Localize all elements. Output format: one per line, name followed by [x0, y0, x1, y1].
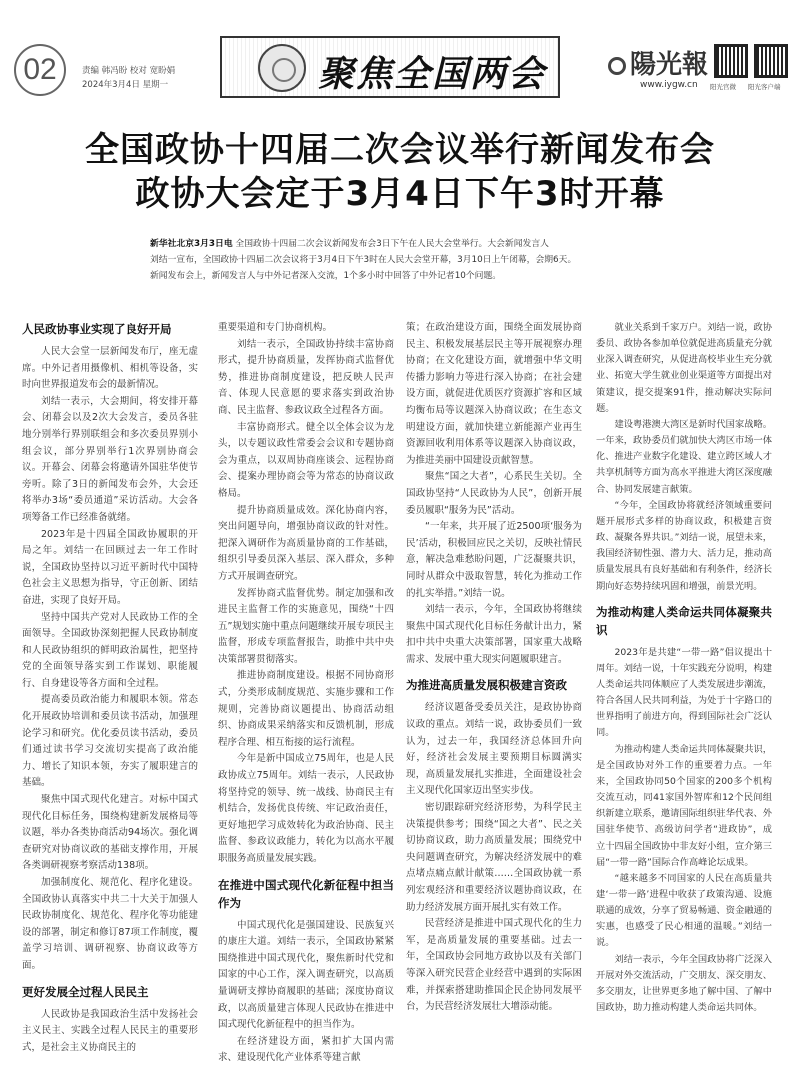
paragraph: 刘结一表示，大会期间，将安排开幕会、闭幕会以及2次大会发言，委员各驻地分别举行界别联组会和多次委员界别小组会议，部分界别举行1次界别协商会议。开幕会、闭幕会将邀请外国驻华使节旁听。除了3日的新闻发布会外，大会还将举办3场“委员通道”采访活动。大会各项筹备工作已经准备就绪。	[22, 395, 198, 523]
paragraph: 刘结一表示，全国政协持续丰富协商形式，提升协商质量，发挥协商式监督优势，推进协商制度建设，把反映人民声音、体现人民意愿的要求落实到政治协商、民主监督、参政议政全过程各方面。	[218, 338, 394, 416]
headline-line-2: 政协大会定于3月4日下午3时开幕	[135, 174, 665, 214]
paragraph: 2023年是共建“一带一路”倡议提出十周年。刘结一说，十年实践充分说明，构建人类命运共同体顺应了人类发展进步潮流，符合各国人民共同利益，为处于十字路口的世界指明了前进方向，得到国际社会广泛认同。	[596, 646, 772, 739]
paragraph: “一年来，共开展了近2500项‘服务为民’活动，积极回应民之关切，反映社情民意，解决急难愁盼问题，广泛凝聚共识，同时从群众中汲取智慧，转化为推动工作的扎实举措。”刘结一说。	[406, 521, 582, 599]
dateline: 新华社北京3月3日电	[150, 239, 233, 249]
paragraph: 提升协商质量成效。深化协商内容，突出问题导向，增强协商议政的针对性。把深入调研作为高质量协商的工作基础，组织引导委员深入基层、深入群众，多种方式开展调查研究。	[218, 504, 394, 582]
editor-line: 责编 韩冯盼 校对 宽盼娟	[82, 66, 176, 76]
paragraph: 聚焦中国式现代化建言。对标中国式现代化目标任务，围绕构建新发展格局等议题，举办各类协商活动94场次。强化调查研究对协商议政的基础支撑作用，开展各类调研视察考察活动138项。	[22, 794, 198, 872]
column-1	[22, 320, 198, 1056]
section-heading: 为推动构建人类命运共同体凝聚共识	[596, 604, 772, 637]
national-emblem-icon	[258, 44, 306, 92]
section-heading: 为推进高质量发展积极建言资政	[406, 678, 567, 693]
page-header	[0, 0, 800, 105]
website-url[interactable]: www.iygw.cn	[640, 80, 698, 90]
qr-label: 阳光客户端	[748, 83, 781, 91]
paragraph: 刘结一表示，今年全国政协将广泛深入开展对外交流活动，广交朋友、深交朋友、多交朋友，让世界更多地了解中国、了解中国政协，助力推动构建人类命运共同体。	[596, 953, 772, 1014]
paragraph: 提高委员政治能力和履职本领。常态化开展政协培训和委员读书活动，加强理论学习和研究。优化委员读书活动，委员们通过读书学习交流切实提高了政治能力、增长了知识本领，夯实了履职建言的基础。	[22, 694, 198, 789]
date-line: 2024年3月4日 星期一	[82, 80, 169, 90]
article-body	[22, 320, 788, 1080]
paragraph: “今年，全国政协将就经济领域重要问题开展形式多样的协商议政，积极建言资政、凝聚各界共识。”刘结一说，展望未来，我国经济韧性强、潜力大、活力足，推动高质量发展具有良好基础和有利条件，经济长期向好态势持续巩固和增强，前景光明。	[596, 499, 772, 592]
paragraph: 发挥协商式监督优势。制定加强和改进民主监督工作的实施意见，围绕“十四五”规划实施中重点问题继续开展专项民主监督，形成专项监督报告，助推中共中央决策部署贯彻落实。	[218, 587, 394, 665]
paragraph: 人民大会堂一层新闻发布厅，座无虚席。中外记者用摄像机、相机等设备，实时向世界报道发布会的最新情况。	[22, 346, 198, 391]
paragraph: 中国式现代化是强国建设、民族复兴的康庄大道。刘结一表示，全国政协紧紧围绕推进中国式现代化，聚焦新时代党和国家的中心工作，深入调查研究，以高质量调研支撑协商履职的基础；深度协商议政，以高质量建言体现人民政协在推进中国式现代化新征程中的担当作为。	[218, 919, 394, 1031]
paragraph: 人民政协是我国政治生活中发扬社会主义民主、实践全过程人民民主的重要形式，是社会主义协商民主的	[22, 1008, 198, 1053]
qr-label: 阳光官微	[710, 83, 736, 91]
paragraph: 重要渠道和专门协商机构。	[218, 322, 333, 333]
paragraph: 聚焦“国之大者”，心系民生关切。全国政协坚持“人民政协为人民”，创新开展委员履职“服务为民”活动。	[406, 471, 582, 516]
paragraph: 刘结一表示，今年，全国政协将继续聚焦中国式现代化目标任务献计出力，紧扣中共中央重大决策部署，国家重大战略需求、发展中重大现实问题履职建言。	[406, 604, 582, 665]
page-number: 02	[14, 44, 66, 96]
sun-logo-icon	[608, 57, 626, 75]
newspaper-brand	[608, 44, 708, 81]
paragraph: 今年是新中国成立75周年，也是人民政协成立75周年。刘结一表示，人民政协将坚持党的领导、统一战线、协商民主有机结合，发扬优良传统、牢记政治责任，更好地把学习成效转化为政治协商、民主监督、参政议政能力，转化为以高水平履职服务高质量发展实践。	[218, 753, 394, 864]
column-3	[406, 320, 582, 1016]
qr-code-icon[interactable]	[714, 44, 748, 78]
headline	[0, 128, 800, 216]
lead-text-2: 刘结一宣布，全国政协十四届二次会议将于3月4日下午3时在人民大会堂开幕，3月10日上午闭幕，会期6天。	[150, 255, 577, 265]
edition-meta	[82, 64, 175, 92]
paragraph: 推进协商制度建设。根据不同协商形式，分类形成制度规范、实施步骤和工作规则，完善协商议题提出、协商活动组织、协商成果采纳落实和反馈机制，形成程序合理、相互衔接的运行流程。	[218, 670, 394, 748]
column-2	[218, 320, 394, 1067]
section-title: 聚焦全国两会	[318, 53, 547, 95]
paragraph: 丰富协商形式。健全以全体会议为龙头，以专题议政性常委会会议和专题协商会为重点，以双周协商座谈会、远程协商会、提案办理协商会等为常态的协商议政格局。	[218, 421, 394, 499]
paragraph: 经济议题备受委员关注，是政协协商议政的重点。刘结一说，政协委员们一致认为，过去一年，我国经济总体回升向好，经济社会发展主要预期目标圆满实现，高质量发展扎实推进，全面建设社会主义现代化国家迈出坚实步伐。	[406, 702, 582, 797]
paragraph: 密切跟踪研究经济形势，为科学民主决策提供参考；围绕“国之大者”、民之关切协商议政，助力高质量发展；围绕党中央问题调查研究，为解决经济发展中的难点堵点痛点献计献策……全国政协就一系列宏观经济和重要经济议题协商议政，在助力经济发展方面开展扎实有效工作。	[406, 802, 582, 913]
paragraph: 建设粤港澳大湾区是新时代国家战略。一年来，政协委员们就加快大湾区市场一体化、推进产业数字化建设、建立跨区域人才共享机制等方面为高水平推进大湾区深度融合、协同发展建言献策。	[596, 418, 772, 495]
section-banner	[220, 36, 560, 98]
lead-text-3: 新闻发布会上，新闻发言人与中外记者深入交流，1个多小时中回答了中外记者10个问题。	[150, 271, 502, 281]
paragraph: 在经济建设方面，紧扣扩大国内需求、建设现代化产业体系等建言献	[218, 1035, 394, 1064]
lead-paragraph	[150, 236, 670, 284]
column-4	[596, 320, 772, 1016]
section-heading: 更好发展全过程人民民主	[22, 984, 149, 999]
headline-line-1: 全国政协十四届二次会议举行新闻发布会	[85, 130, 715, 170]
paragraph: 为推动构建人类命运共同体凝聚共识，是全国政协对外工作的重要着力点。一年来，全国政协同50个国家的200多个机构交流互动，同41家国外智库和12个民间组织新建立联系，邀请国际组织驻华代表、外国驻华使节、高级访问学者“进政协”，成立十四届全国政协中非友好小组，宣介第三届“一带一路”国际合作高峰论坛成果。	[596, 743, 772, 868]
lead-text-1: 全国政协十四届二次会议新闻发布会3日下午在人民大会堂举行。大会新闻发言人	[235, 239, 549, 249]
paragraph: 2023年是十四届全国政协履职的开局之年。刘结一在回顾过去一年工作时说，全国政协坚持以习近平新时代中国特色社会主义思想为指导，守正创新、团结奋进，实现了良好开局。	[22, 528, 198, 606]
section-heading: 在推进中国式现代化新征程中担当作为	[218, 877, 394, 910]
brand-name: 陽光報	[630, 50, 709, 80]
paragraph: 就业关系到千家万户。刘结一说，政协委员、政协各参加单位就促进高质量充分就业深入调查研究，从促进高校毕业生充分就业、拓宽大学生就业创业渠道等方面提出对策建议，提交提案91件，推动解决实际问题。	[596, 322, 772, 414]
paragraph: 坚持中国共产党对人民政协工作的全面领导。全国政协深刻把握人民政协制度和人民政协组织的鲜明政治属性，把坚持党的全面领导落实到工作谋划、职能履行、自身建设等各方面和全过程。	[22, 611, 198, 689]
paragraph: “越来越多不同国家的人民在高质量共建‘一带一路’进程中收获了政策沟通、设施联通的成效，分享了贸易畅通、资金融通的实惠，也感受了民心相通的温暖。”刘结一说。	[596, 872, 772, 949]
paragraph: 民营经济是推进中国式现代化的生力军，是高质量发展的重要基础。过去一年，全国政协会同地方政协以及有关部门等深入研究民营企业经营中遇到的实际困难，并探索搭建助推国企民企协同发展平台，为民营经济发展壮大增添动能。	[406, 918, 582, 1013]
section-heading: 人民政协事业实现了良好开局	[22, 322, 172, 336]
paragraph: 策；在政治建设方面，围绕全面发展协商民主、积极发展基层民主等开展视察办理协商；在文化建设方面，就增强中华文明传播力影响力等进行深入协商；在社会建设方面，就促进优质医疗资源扩容和区域均衡布局等议题深入协商议政；在生态文明建设方面，就加快建立新能源产业再生资源回收利用体系等议题深入协商议政，为推进美丽中国建设贡献智慧。	[406, 322, 582, 466]
paragraph: 加强制度化、规范化、程序化建设。全国政协认真落实中共二十大关于加强人民政协制度化、规范化、程序化等功能建设的部署，制定和修订87项工作制度，覆盖学习培训、调研视察、协商议政等方面。	[22, 877, 198, 971]
qr-code-icon[interactable]	[754, 44, 788, 78]
